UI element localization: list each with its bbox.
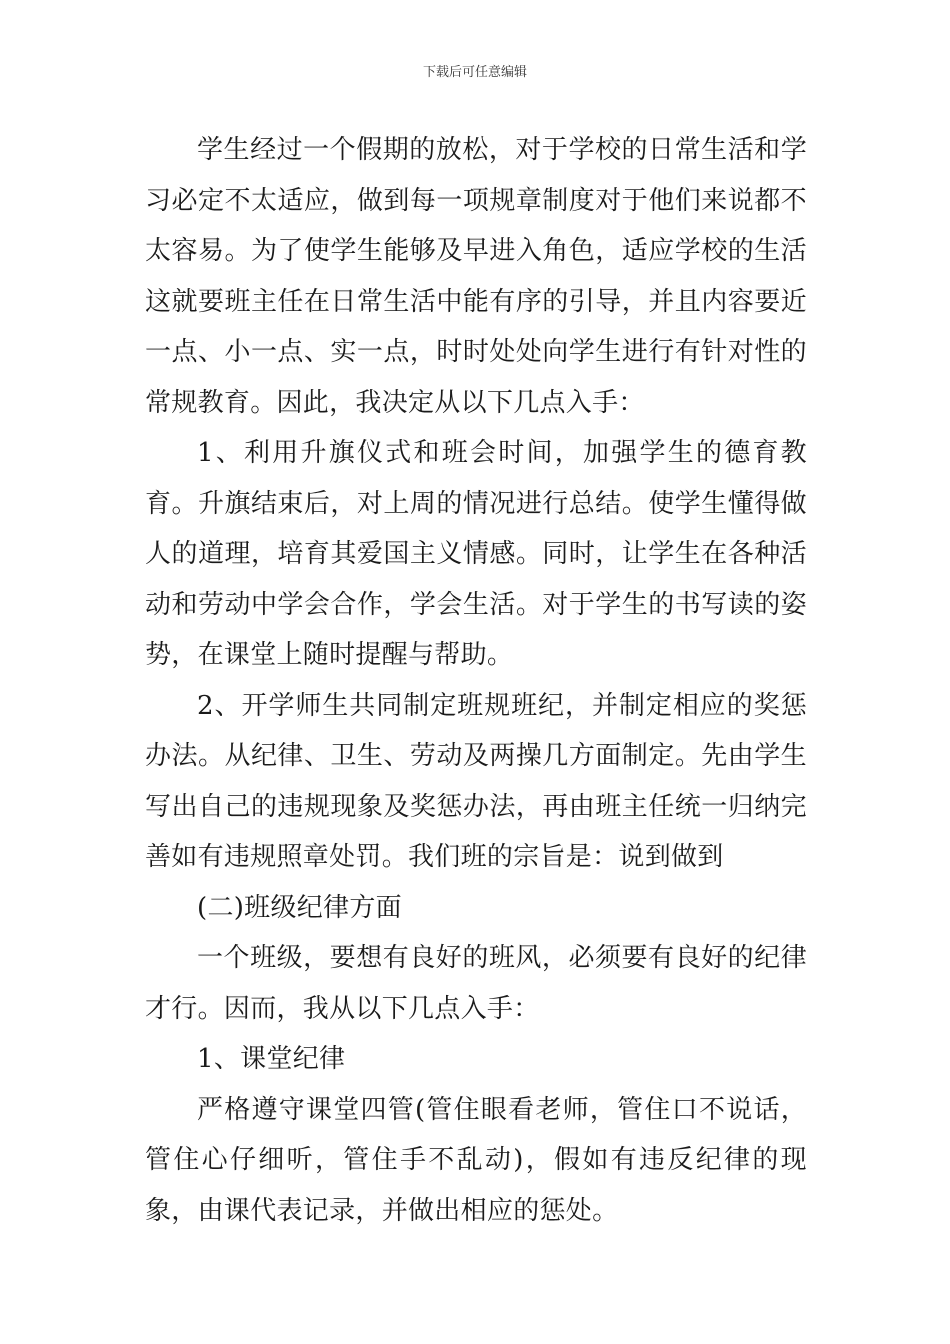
subheading-classroom-discipline: 1、课堂纪律: [197, 1044, 346, 1074]
paragraph-item-1: 1、利用升旗仪式和班会时间，加强学生的德育教育。升旗结束后，对上周的情况进行总结。使学生懂得做人的道理，培育其爱国主义情感。同时，让学生在各种活动和劳动中学会合作，学会生活。对于学生的书写读的姿势，在课堂上随时提醒与帮助。: [145, 438, 807, 670]
paragraph-discipline-intro: 一个班级，要想有良好的班风，必须要有良好的纪律才行。因而，我从以下几点入手：: [145, 943, 807, 1024]
page-header: 下载后可任意编辑: [422, 65, 527, 80]
document-body: [145, 125, 807, 1236]
section-heading-discipline: (二)班级纪律方面: [197, 892, 402, 923]
paragraph-classroom-rules: 严格遵守课堂四管(管住眼看老师，管住口不说话，管住心仔细听，管住手不乱动)，假如有违反纪律的现象，由课代表记录，并做出相应的惩处。: [145, 1094, 807, 1226]
paragraph-intro: 学生经过一个假期的放松，对于学校的日常生活和学习必定不太适应，做到每一项规章制度对于他们来说都不太容易。为了使学生能够及早进入角色，适应学校的生活这就要班主任在日常生活中能有序的引导，并且内容要近一点、小一点、实一点，时时处处向学生进行有针对性的常规教育。因此，我决定从以下几点入手：: [145, 135, 807, 418]
paragraph-item-2: 2、开学师生共同制定班规班纪，并制定相应的奖惩办法。从纪律、卫生、劳动及两操几方面制定。先由学生写出自己的违规现象及奖惩办法，再由班主任统一归纳完善如有违规照章处罚。我们班的宗旨是：说到做到: [145, 690, 807, 872]
